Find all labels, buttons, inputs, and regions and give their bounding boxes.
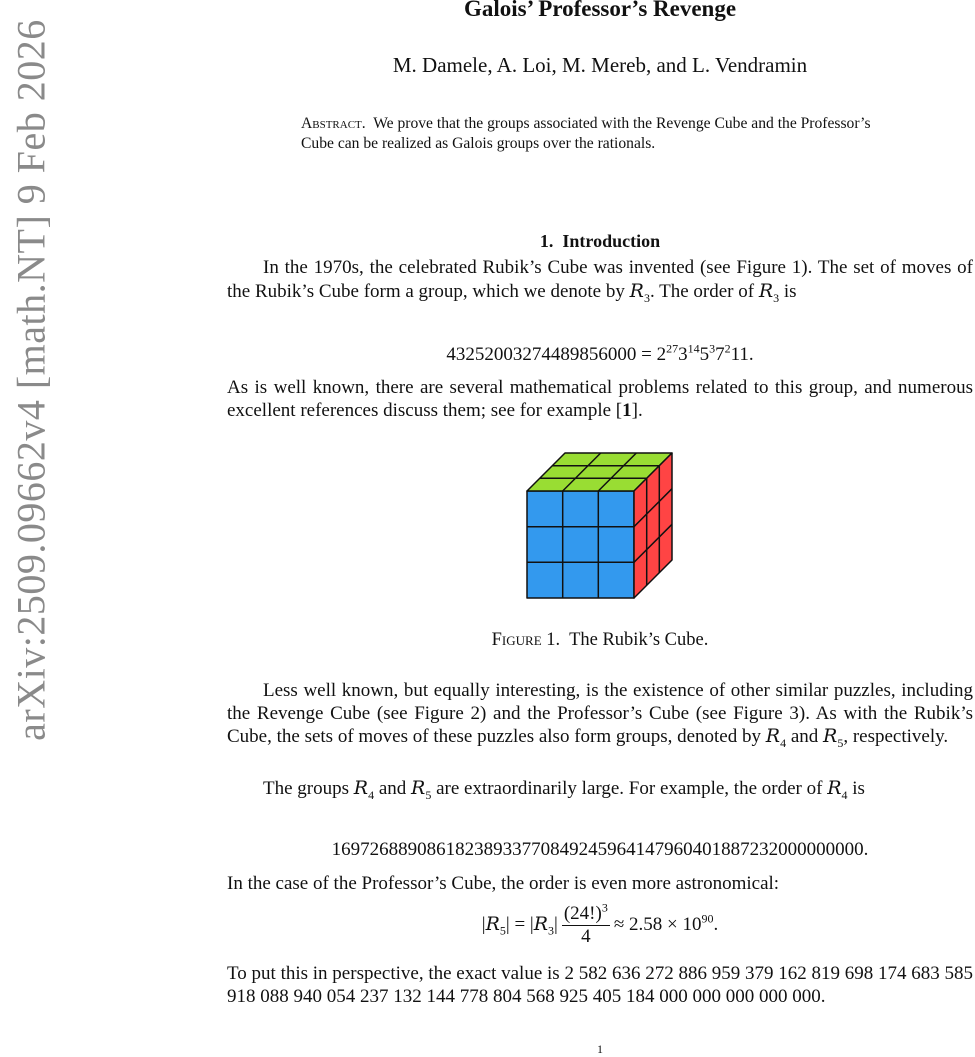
exponent: 3 [601, 900, 608, 915]
equation-professor-order: $|R_5| = |R_3|$ $\frac{(24!)^3}{4}$ ≈ $2.58 \times 10^{90}$. [481, 900, 719, 947]
text-run: The groups [263, 778, 354, 799]
paragraph-intro [227, 257, 973, 303]
math-symbol: R [758, 279, 774, 302]
math-subscript: 5 [425, 787, 432, 802]
equation-revenge-order: 16972688908618238933770849245964147960401887232000000000. [331, 839, 869, 860]
numerator-text: (24!) [563, 903, 602, 924]
math-subscript: 4 [368, 787, 375, 802]
equation-text: ≈ 2.58 × 10 [613, 913, 702, 935]
equation-text: 43252003274489856000 = 2 [446, 344, 667, 365]
paragraph-exact-value: To put this in perspective, the exact value is 2 582 636 272 886 959 379 162 819 698 174 683 585 918 088 940 054 237 132 144 778 804 568 925 405 184 000 000 000 000 000. [227, 963, 973, 1007]
text-run: ]. [631, 399, 643, 421]
base: 3 [678, 344, 688, 365]
exponent: 2 [724, 341, 731, 356]
math-subscript: 4 [780, 735, 787, 750]
paper-authors: M. Damele, A. Loi, M. Mereb, and L. Vendramin [392, 53, 808, 77]
math-symbol: R [823, 725, 838, 747]
fraction-numerator [562, 900, 610, 926]
figure-caption-text: The Rubik’s Cube. [569, 630, 709, 650]
exponent: 27 [666, 341, 679, 356]
figure-caption [227, 630, 973, 651]
math-subscript: 5 [499, 923, 506, 938]
equation-rubik-order [227, 341, 973, 366]
text-run: , respectively. [843, 726, 949, 747]
section-heading [227, 231, 973, 252]
text-run: and [786, 726, 823, 747]
exponent: 14 [687, 341, 700, 356]
text-run: . The order of [649, 280, 759, 302]
math-symbol: R [629, 279, 644, 302]
paragraph-large-groups [227, 777, 973, 801]
section-title: Introduction [562, 231, 661, 251]
math-subscript: 4 [841, 787, 848, 802]
figure-label: Figure 1. [491, 630, 561, 650]
abstract-label: Abstract. [301, 115, 366, 132]
arxiv-id-text: arXiv:2509.09662v4 [math.NT] 9 Feb 2026 [8, 19, 54, 741]
citation-link[interactable]: 1 [622, 399, 632, 421]
math-subscript: 3 [643, 290, 650, 305]
paragraph-other-puzzles [227, 680, 973, 749]
math-symbol: R [485, 912, 500, 935]
text-run: In the 1970s, the celebrated Rubik’s Cube was invented (see Figure 1). The set of moves of the Rubik’s Cube form a group, which we denote by [227, 257, 973, 302]
fraction [562, 900, 610, 948]
math-subscript: 3 [548, 923, 555, 938]
base: 5 [699, 344, 710, 365]
math-symbol: R [533, 912, 549, 935]
math-subscript: 3 [773, 290, 780, 305]
section-number: 1. [539, 231, 554, 251]
rubiks-cube-figure [510, 445, 690, 610]
text-run: As is well known, there are several mathematical problems related to this group, and numerous excellent references discuss them; see for example [ [227, 377, 973, 421]
page-number: 1 [597, 1042, 603, 1056]
text-run: is [779, 280, 797, 302]
math-symbol: R [411, 777, 426, 799]
text-run: is [847, 778, 865, 799]
math-symbol: R [827, 777, 842, 799]
abstract-text: We prove that the groups associated with the Revenge Cube and the Professor’s Cube can be realized as Galois groups over the rationals. [301, 115, 871, 152]
text-run: and [374, 778, 412, 799]
exponent: 3 [709, 341, 716, 356]
base: 11. [730, 344, 754, 365]
base: 7 [715, 344, 725, 365]
abstract [301, 114, 901, 154]
math-subscript: 5 [837, 735, 844, 750]
paragraph-references [227, 377, 973, 422]
fraction-denominator: 4 [581, 926, 591, 947]
math-symbol: R [765, 725, 781, 747]
text-run: are extraordinarily large. For example, the order of [431, 778, 828, 799]
exponent: 90 [701, 911, 714, 926]
text-run: Less well known, but equally interesting, is the existence of other similar puzzles, including the Revenge Cube (see Figure 2) and the Professor’s Cube (see Figure 3). As with the Rubik’s Cube, the sets of moves of these puzzles also form groups, denoted by [227, 680, 973, 747]
paragraph-professor: In the case of the Professor’s Cube, the order is even more astronomical: [227, 873, 780, 894]
arxiv-watermark [6, 0, 56, 760]
paper-title: Galois’ Professor’s Revenge [463, 0, 737, 21]
math-symbol: R [353, 777, 369, 799]
